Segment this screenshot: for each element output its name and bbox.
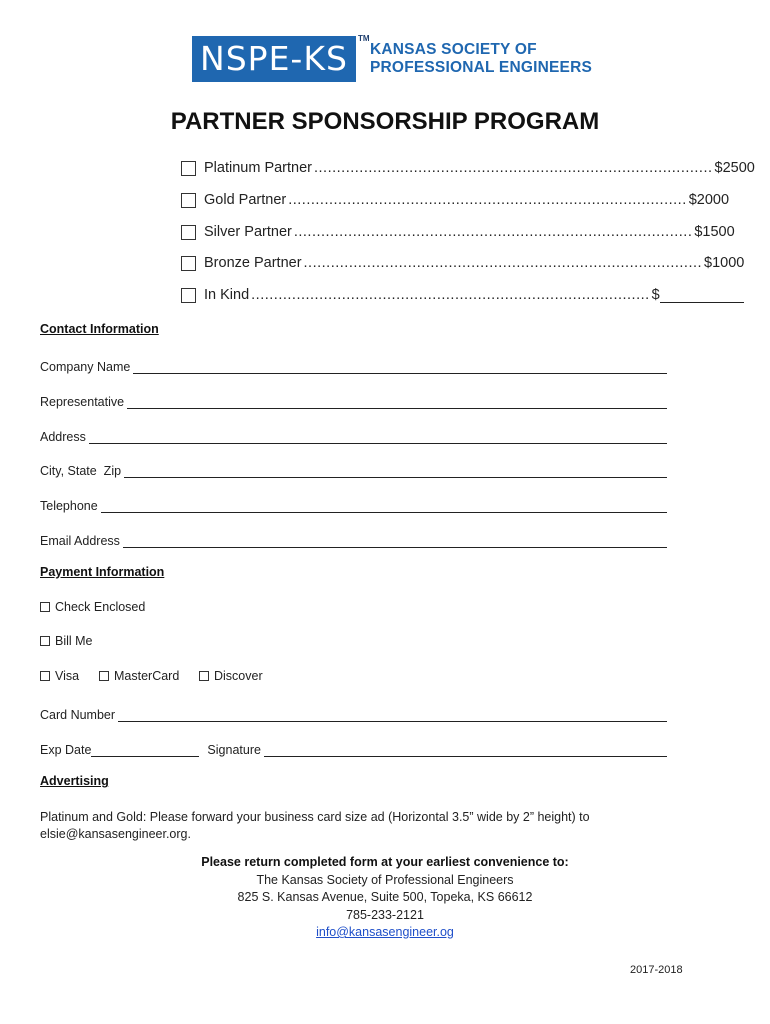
advertising-text: Platinum and Gold: Please forward your business card size ad (Horizontal 3.5” wide by 2” height) to elsie@kansasengineer.org.: [40, 810, 590, 841]
card-number-row: [40, 704, 667, 722]
card-number-field[interactable]: [118, 709, 667, 722]
tier-gold-checkbox[interactable]: [181, 193, 196, 208]
tier-silver: [181, 222, 735, 242]
tier-silver-checkbox[interactable]: [181, 225, 196, 240]
tier-bronze-checkbox[interactable]: [181, 256, 196, 271]
field-label: Card Number: [40, 708, 116, 722]
bill-me-label: Bill Me: [55, 634, 93, 648]
tier-price: $2000: [688, 192, 730, 208]
city-state-zip-row: [40, 460, 667, 478]
discover-checkbox[interactable]: [199, 671, 209, 681]
tier-name: In Kind: [204, 287, 250, 303]
field-label: Address: [40, 430, 86, 444]
company-name-field[interactable]: [133, 361, 667, 374]
return-phone: 785-233-2121: [346, 907, 424, 922]
tier-price: $1000: [704, 255, 745, 271]
form-year: 2017-2018: [630, 964, 683, 976]
contact-heading: Contact Information: [40, 322, 159, 336]
mastercard-option: [99, 669, 199, 683]
mastercard-checkbox[interactable]: [99, 671, 109, 681]
email-row: [40, 530, 667, 548]
in-kind-amount-field[interactable]: [660, 289, 744, 303]
exp-signature-row: [40, 739, 667, 757]
tier-price: $2500: [714, 160, 755, 176]
tier-platinum-checkbox[interactable]: [181, 161, 196, 176]
city-state-zip-field[interactable]: [124, 465, 667, 478]
field-label: Telephone: [40, 499, 98, 513]
tier-in-kind: [181, 285, 660, 305]
representative-field[interactable]: [127, 396, 667, 409]
tier-in-kind-checkbox[interactable]: [181, 288, 196, 303]
return-info: [0, 854, 770, 942]
tier-price: $1500: [694, 224, 735, 240]
discover-label: Discover: [214, 669, 263, 683]
dot-leader: ........................................................................................: [293, 224, 693, 240]
check-enclosed-row: [40, 600, 145, 614]
address-row: [40, 426, 667, 444]
telephone-field[interactable]: [101, 500, 667, 513]
exp-date-field[interactable]: [91, 744, 199, 757]
tier-price-symbol: $: [651, 287, 660, 303]
field-label: Company Name: [40, 360, 131, 374]
return-address: 825 S. Kansas Avenue, Suite 500, Topeka, KS 66612: [237, 890, 533, 904]
telephone-row: [40, 495, 667, 513]
tier-bronze: [181, 253, 745, 273]
dot-leader: ........................................................................................: [314, 160, 713, 176]
dot-leader: ........................................................................................: [288, 192, 687, 208]
logo-org-name: [370, 41, 610, 77]
logo-mark: NSPE-KS: [192, 36, 356, 82]
tier-price: [652, 287, 744, 303]
signature-field[interactable]: [264, 744, 667, 757]
tier-name: Platinum Partner: [204, 160, 312, 176]
check-enclosed-label: Check Enclosed: [55, 600, 146, 614]
return-email-link[interactable]: info@kansasengineer.og: [316, 925, 454, 939]
tier-name: Silver Partner: [204, 224, 292, 240]
logo-org-line1: KANSAS SOCIETY OF: [370, 41, 537, 58]
return-org: The Kansas Society of Professional Engineers: [256, 872, 514, 887]
visa-label: Visa: [55, 669, 80, 683]
email-field[interactable]: [123, 535, 667, 548]
tier-gold: [181, 190, 730, 210]
field-label: Exp Date: [40, 743, 92, 757]
advertising-heading: Advertising: [40, 774, 109, 788]
check-enclosed-checkbox[interactable]: [40, 602, 50, 612]
dot-leader: ........................................................................................: [303, 255, 703, 271]
tier-platinum: [181, 158, 755, 178]
field-label: Email Address: [40, 534, 120, 548]
page-title: PARTNER SPONSORSHIP PROGRAM: [170, 108, 600, 135]
mastercard-label: MasterCard: [114, 669, 180, 683]
visa-option: [40, 669, 99, 683]
card-type-row: [40, 669, 263, 683]
company-name-row: [40, 356, 667, 374]
field-label: Representative: [40, 395, 125, 409]
return-title: Please return completed form at your earliest convenience to:: [201, 855, 569, 869]
tier-name: Bronze Partner: [204, 255, 302, 271]
representative-row: [40, 391, 667, 409]
tier-name: Gold Partner: [204, 192, 287, 208]
discover-option: [199, 669, 263, 683]
dot-leader: ........................................................................................: [251, 287, 650, 303]
logo-trademark: TM: [358, 34, 370, 43]
bill-me-checkbox[interactable]: [40, 636, 50, 646]
logo-org-line2: PROFESSIONAL ENGINEERS: [370, 59, 593, 76]
bill-me-row: [40, 634, 93, 648]
address-field[interactable]: [89, 431, 667, 444]
visa-checkbox[interactable]: [40, 671, 50, 681]
field-label: Signature: [207, 743, 261, 757]
field-label: City, State Zip: [40, 464, 122, 478]
payment-heading: Payment Information: [40, 565, 165, 579]
